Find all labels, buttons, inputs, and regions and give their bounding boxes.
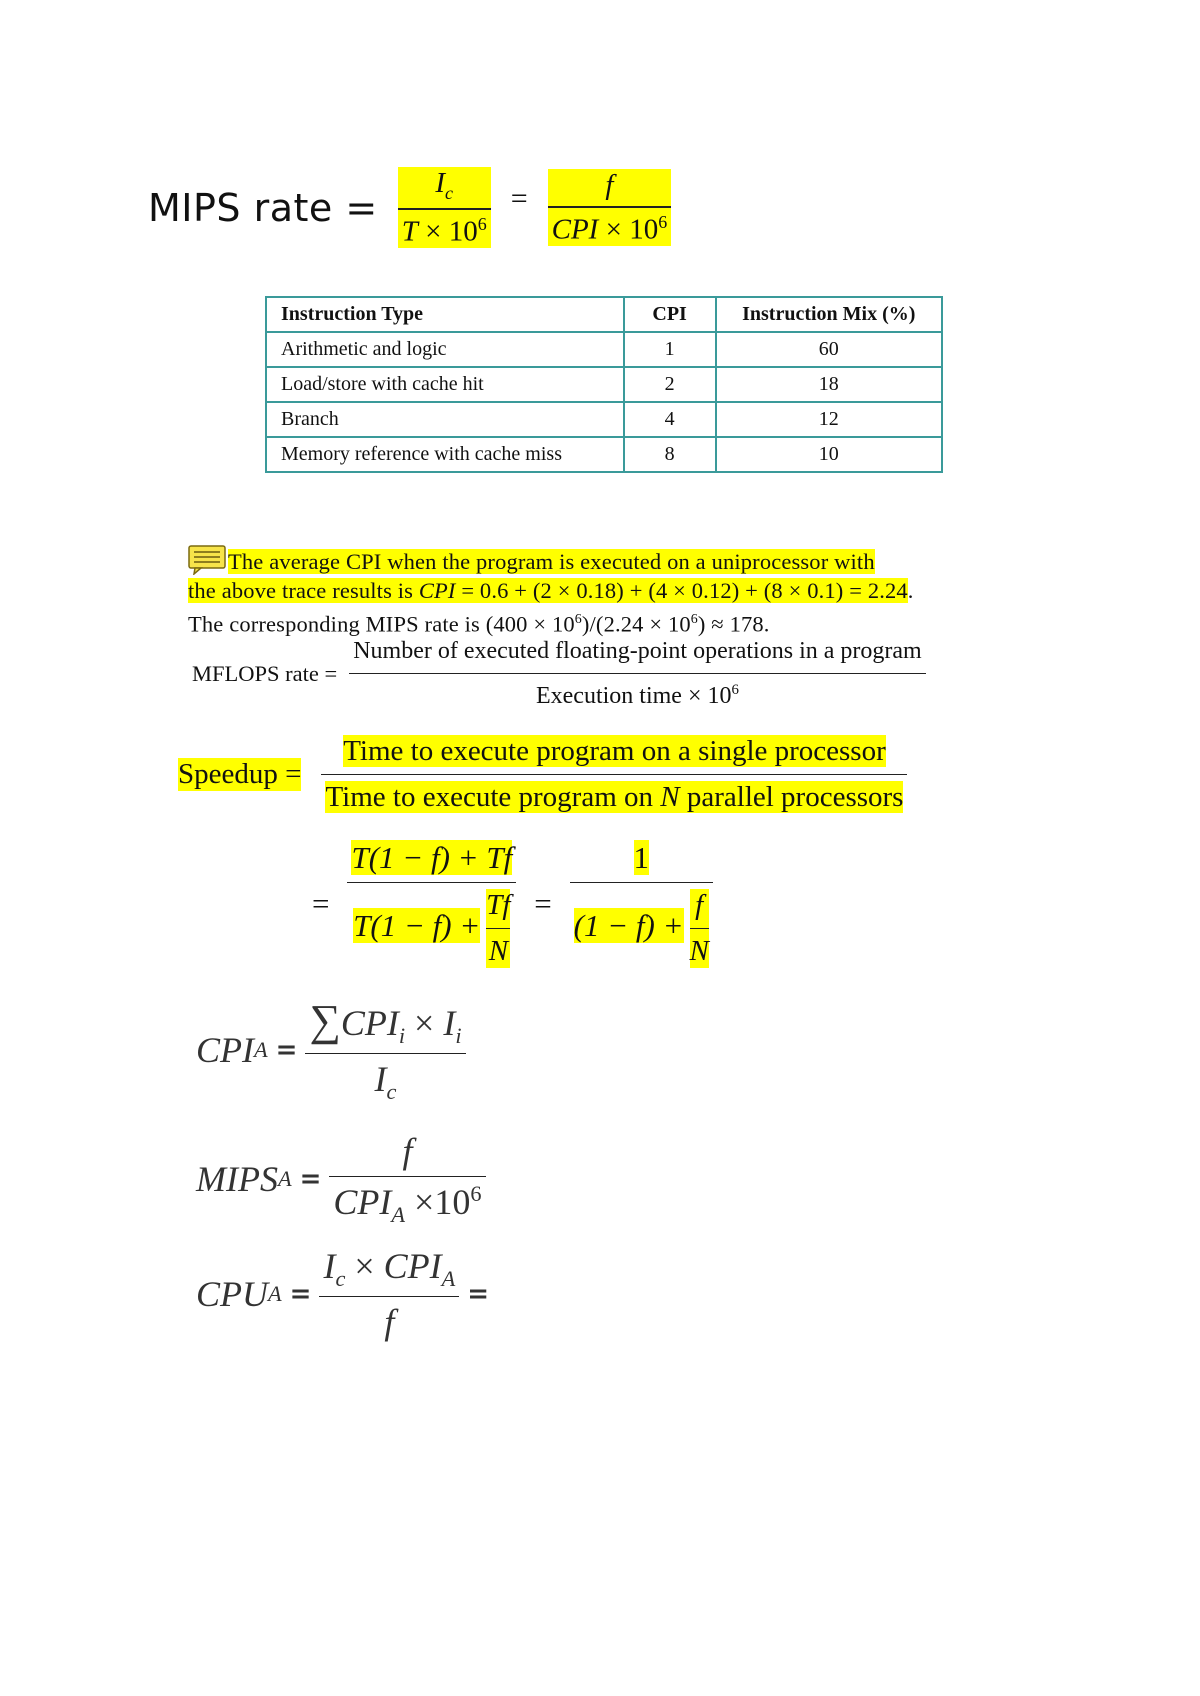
paragraph-line-2: the above trace results is CPI = 0.6 + (2 × 0.18) + (4 × 0.12) + (8 × 0.1) = 2.24: [188, 578, 908, 603]
mips-rate-formula: [148, 160, 671, 255]
table-cell: 18: [716, 367, 942, 402]
speedup-expanded-formula: [312, 840, 713, 968]
header-instruction-mix: Instruction Mix (%): [716, 297, 942, 332]
table-cell: Load/store with cache hit: [266, 367, 624, 402]
comment-note-icon[interactable]: [188, 545, 226, 575]
speedup-label: Speedup =: [178, 758, 302, 790]
mips-num1: I: [435, 166, 446, 199]
mips-equals: =: [510, 181, 528, 215]
cpi-a-fraction: $\frac{\sum CPI_i \times I_i}{I_c}$: [305, 995, 465, 1105]
table-cell: 60: [716, 332, 942, 367]
expanded-equals-1: =: [312, 886, 330, 921]
speedup-formula: [178, 735, 907, 814]
speedup-fraction: $\frac{\text{Time to execute program on a single processor}}{\text{Time to execute program on N parallel processors}}$: [321, 735, 907, 814]
table-cell: 1: [624, 332, 716, 367]
cpu-a-fraction: $\frac{I_c \times CPI_A}{f}$: [319, 1245, 459, 1343]
table-header-row: [266, 297, 942, 332]
table-row: [266, 402, 942, 437]
average-cpi-paragraph: The average CPI when the program is executed on a uniprocessor with the above trace results is CPI = 0.6 + (2 × 0.18) + (4 × 0.12) + (8 × 0.1) = 2.24. The corresponding MIPS rate is $(400 \times 10^6)/(2.24 \times 10^6) \approx 178$.: [188, 545, 1048, 639]
table-cell: Arithmetic and logic: [266, 332, 624, 367]
cpi-a-formula: CPI A = $\frac{\sum CPI_i \times I_i}{I_c}$: [196, 995, 466, 1105]
mflops-rate-formula: [192, 638, 926, 710]
cpu-a-formula: CPU A = $\frac{I_c \times CPI_A}{f}$ =: [196, 1246, 490, 1343]
mflops-fraction: $\frac{\text{Number of executed floating-point operations in a program}}{Execution time \times 10^6}$: [349, 638, 926, 710]
paragraph-line-3: The corresponding MIPS rate is $(400 \times 10^6)/(2.24 \times 10^6) \approx 178$.: [188, 611, 770, 637]
table-cell: Memory reference with cache miss: [266, 437, 624, 472]
mips-rate-label: MIPS rate =: [148, 185, 378, 230]
expanded-fraction-1: T(1 − f) + Tf T(1 − f) + $\frac{Tf}{N}$: [347, 840, 516, 968]
header-instruction-type: Instruction Type: [266, 297, 624, 332]
mips-a-fraction: $\frac{f}{CPI_A \times 10^6}$: [329, 1130, 485, 1228]
table-cell: 4: [624, 402, 716, 437]
table-row: [266, 367, 942, 402]
table-row: [266, 437, 942, 472]
table-cell: 12: [716, 402, 942, 437]
header-cpi: CPI: [624, 297, 716, 332]
mips-a-formula: MIPS A = $\frac{f}{CPI_A \times 10^6}$: [196, 1130, 486, 1228]
expanded-fraction-2: 1 (1 − f) + $\frac{f}{N}$: [570, 840, 713, 968]
mips-fraction-2: $\frac{f}{CPI \times 10^6}$: [548, 169, 672, 247]
instruction-mix-table: [265, 296, 943, 473]
table-row: [266, 332, 942, 367]
mips-fraction-1: $\frac{I_c}{T \times 10^6}$: [398, 167, 491, 248]
table-cell: Branch: [266, 402, 624, 437]
mflops-label: MFLOPS rate =: [192, 661, 338, 686]
table-cell: 10: [716, 437, 942, 472]
expanded-equals-2: =: [534, 886, 552, 921]
table-cell: 2: [624, 367, 716, 402]
table-cell: 8: [624, 437, 716, 472]
paragraph-line-1: The average CPI when the program is executed on a uniprocessor with: [228, 549, 875, 574]
